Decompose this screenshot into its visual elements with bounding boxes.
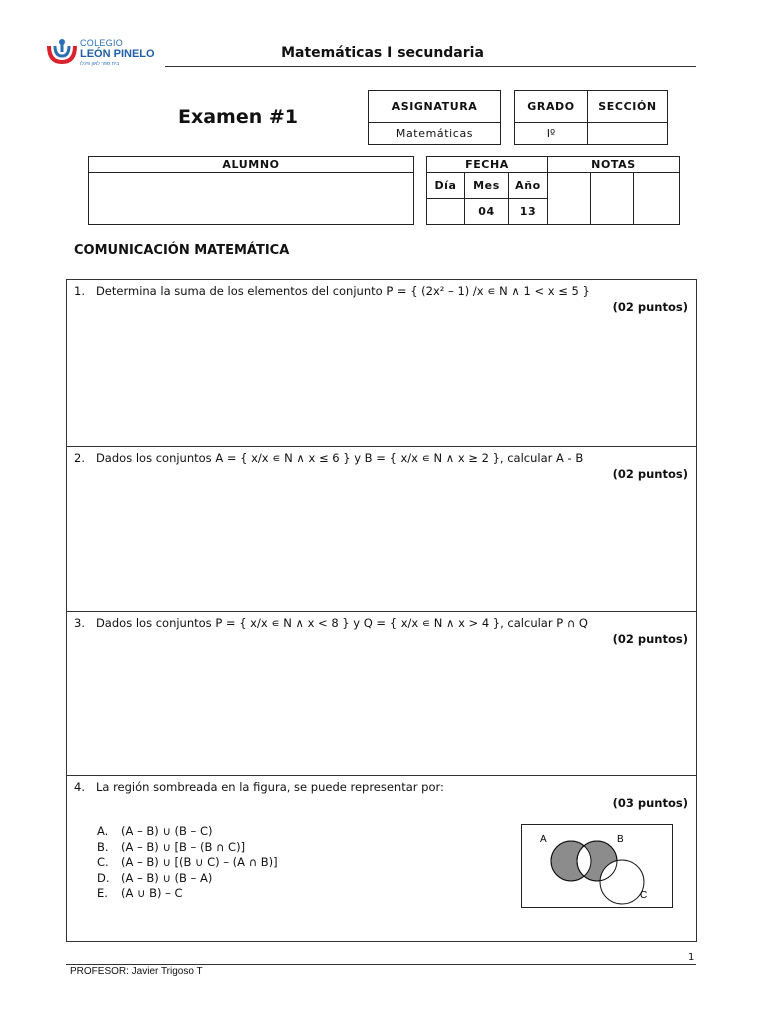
grado-seccion-table (514, 90, 668, 145)
option-text: (A – B) ∪ (B – A) (121, 870, 213, 885)
option-c[interactable] (97, 855, 278, 871)
question-1-text (74, 284, 590, 298)
question-number: 3. (74, 616, 85, 630)
answer-options (97, 824, 278, 902)
option-letter: A. (97, 824, 109, 838)
asignatura-value: Matemáticas (369, 123, 501, 145)
venn-label-c: C (640, 890, 648, 901)
alumno-label: ALUMNO (89, 157, 414, 173)
option-text: (A ∪ B) – C (121, 886, 183, 900)
exam-title: Examen #1 (178, 106, 299, 128)
question-2-text (74, 451, 583, 465)
question-3-box[interactable] (66, 612, 697, 776)
question-number: 4. (74, 780, 85, 794)
page-number: 1 (688, 952, 695, 963)
asignatura-table (368, 90, 501, 145)
question-4-text (74, 780, 444, 794)
footer-professor: PROFESOR: Javier Trigoso T (70, 966, 203, 977)
venn-diagram-figure (522, 825, 672, 907)
option-text: (A – B) ∪ [(B ∪ C) – (A ∩ B)] (121, 855, 278, 869)
grado-value: Iº (515, 123, 588, 145)
seccion-label: SECCIÓN (588, 91, 668, 123)
dia-value-field[interactable] (427, 199, 465, 225)
nota-field-3[interactable] (634, 173, 680, 225)
question-points: (02 puntos) (612, 467, 688, 481)
nota-field-1[interactable] (548, 173, 591, 225)
question-points: (02 puntos) (612, 632, 688, 646)
logo-line-3: בית ספר לאון פינלו (80, 61, 120, 67)
option-letter: D. (97, 870, 110, 885)
question-statement: Dados los conjuntos P = { x/x ∊ N ∧ x < 8 } y Q = { x/x ∊ N ∧ x > 4 }, calcular P ∩ Q (95, 616, 588, 630)
venn-label-a: A (540, 834, 547, 845)
section-title: COMUNICACIÓN MATEMÁTICA (74, 243, 290, 258)
option-letter: B. (97, 839, 109, 854)
option-a[interactable] (97, 824, 278, 840)
option-letter: E. (97, 886, 108, 900)
alumno-name-field[interactable] (89, 173, 414, 225)
question-number: 1. (74, 284, 85, 298)
question-4-box (66, 776, 697, 942)
logo-line-2: LEÓN PINELO (80, 48, 155, 60)
venn-label-b: B (617, 834, 624, 845)
school-logo (46, 36, 156, 70)
option-text: (A – B) ∪ (B – C) (121, 824, 213, 838)
option-b[interactable] (97, 840, 278, 856)
question-1-box[interactable] (66, 279, 697, 447)
footer-divider (66, 964, 696, 965)
question-3-text (74, 616, 588, 630)
nota-field-2[interactable] (591, 173, 634, 225)
question-number: 2. (74, 451, 85, 465)
question-points: (03 puntos) (612, 796, 688, 810)
option-d[interactable] (97, 871, 278, 887)
question-statement: Dados los conjuntos A = { x/x ∊ N ∧ x ≤ 6 } y B = { x/x ∊ N ∧ x ≥ 2 }, calcular A - B (95, 451, 584, 465)
dia-label: Día (427, 173, 465, 199)
option-text: (A – B) ∪ [B – (B ∩ C)] (121, 839, 246, 854)
header-divider (165, 66, 696, 67)
anio-label: Año (509, 173, 548, 199)
question-points: (02 puntos) (612, 300, 688, 314)
seccion-value-field[interactable] (588, 123, 668, 145)
venn-diagram (521, 824, 673, 908)
venn-circle-c (600, 860, 644, 904)
fecha-label: FECHA (427, 157, 548, 173)
mes-value: 04 (465, 199, 509, 225)
option-e[interactable] (97, 886, 278, 902)
question-statement: La región sombreada en la figura, se puede representar por: (95, 780, 444, 794)
question-2-box[interactable] (66, 447, 697, 612)
mes-label: Mes (465, 173, 509, 199)
grado-label: GRADO (515, 91, 588, 123)
question-statement: Determina la suma de los elementos del conjunto P = { (2x² – 1) /x ∊ N ∧ 1 < x ≤ 5 } (95, 284, 590, 298)
notas-label: NOTAS (548, 157, 680, 173)
logo-line-1: COLEGIO (80, 38, 124, 48)
fecha-notas-table (426, 156, 680, 225)
alumno-table (88, 156, 414, 225)
option-letter: C. (97, 855, 109, 869)
asignatura-label: ASIGNATURA (369, 91, 501, 123)
document-header-title: Matemáticas I secundaria (281, 45, 484, 61)
logo-emblem-icon (46, 36, 78, 68)
anio-value: 13 (509, 199, 548, 225)
